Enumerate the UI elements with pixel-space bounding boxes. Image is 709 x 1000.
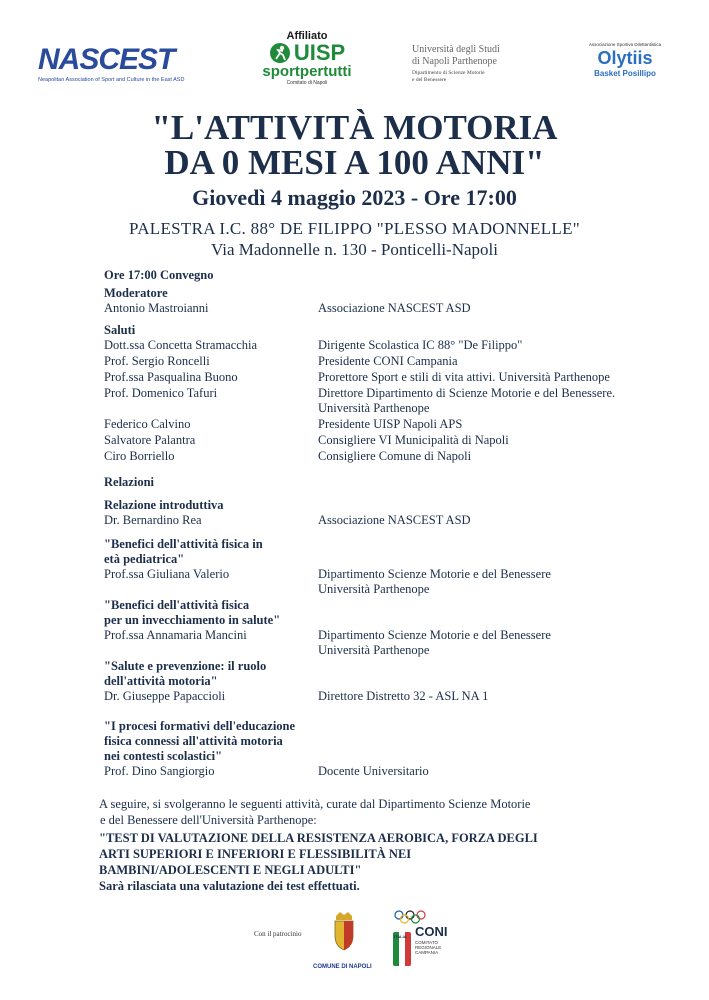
saluti-name: Ciro Borriello (104, 449, 175, 463)
relazione-row (104, 513, 644, 537)
moderatore-row (104, 301, 644, 323)
relazione-affiliation-line2: Università Parthenope (318, 582, 430, 596)
saluti-row (104, 370, 644, 386)
comune-napoli-crest-icon (332, 912, 356, 952)
event-date: Giovedì 4 maggio 2023 - Ore 17:00 (192, 185, 517, 210)
event-title (0, 110, 709, 180)
relazione-speaker: Prof.ssa Giuliana Valerio (104, 567, 230, 581)
saluti-name: Salvatore Palantra (104, 433, 196, 447)
convegno-heading: Ore 17:00 Convegno (104, 268, 214, 282)
saluti-row (104, 338, 644, 354)
university-dept1: Dipartimento di Scienze Motorie (412, 70, 485, 76)
moderatore-role: Associazione NASCEST ASD (318, 301, 471, 315)
university-logo (412, 44, 542, 84)
saluti-name: Federico Calvino (104, 417, 191, 431)
saluti-row (104, 386, 644, 417)
university-line1: Università degli Studi (412, 44, 500, 55)
italia-label: ITALIA (394, 934, 407, 939)
olytiis-name: Olytiis (597, 48, 653, 68)
saluti-row (104, 449, 644, 475)
uisp-slogan: sportpertutti (262, 63, 352, 80)
coni-sub: COMITATO REGIONALE CAMPANIA (415, 940, 442, 955)
logo-row (0, 30, 709, 100)
relazione-row (104, 689, 644, 719)
comune-napoli-label: COMUNE DI NAPOLI (313, 964, 372, 970)
saluti-name: Prof.ssa Pasqualina Buono (104, 370, 238, 384)
saluti-role: Dirigente Scolastica IC 88° "De Filippo" (318, 338, 523, 352)
nascest-logo-name: NASCEST (38, 43, 175, 76)
saluti-role: Direttore Dipartimento di Scienze Motorie e del Benessere. (318, 386, 616, 400)
olytiis-logo (570, 42, 680, 78)
saluti-role: Consigliere VI Municipalità di Napoli (318, 433, 509, 447)
uisp-affiliation: Affiliato (286, 30, 328, 42)
coni-name: CONI (415, 924, 448, 939)
relazione-row (104, 764, 644, 779)
relazione-title: "Benefici dell'attività fisica (104, 598, 250, 612)
relazione-affiliation: Dipartimento Scienze Motorie e del Benessere (318, 567, 551, 581)
event-address: Via Madonnelle n. 130 - Ponticelli-Napoli (211, 240, 498, 259)
evaluation-note: Sarà rilasciata una valutazione dei test effettuati. (99, 879, 360, 893)
event-venue: PALESTRA I.C. 88° DE FILIPPO "PLESSO MADONNELLE" (129, 219, 580, 238)
uisp-runner-icon (269, 42, 291, 64)
relazione-title: "I procesi formativi dell'educazione (104, 719, 296, 733)
saluti-name: Dott.ssa Concetta Stramacchia (104, 338, 258, 352)
nascest-logo-tagline: Neapolitan Association of Sport and Culture in the East ASD (38, 77, 185, 83)
saluti-heading: Saluti (104, 323, 136, 337)
program (104, 268, 644, 779)
saluti-name: Prof. Sergio Roncelli (104, 354, 210, 368)
relazione-affiliation: Docente Universitario (318, 764, 429, 778)
saluti-row (104, 433, 644, 449)
olympic-rings-icon (393, 910, 427, 924)
relazione-title-line2: fisica connessi all'attività motoria (104, 734, 283, 748)
saluti-role-line2: Università Parthenope (318, 401, 430, 415)
uisp-name: UISP (293, 40, 346, 65)
italia-flag-icon (393, 932, 411, 966)
relazione-title-line2: dell'attività motoria" (104, 674, 218, 688)
activities-intro-line2: e del Benessere dell'Università Parthenope: (100, 813, 317, 827)
relazione-affiliation: Direttore Distretto 32 - ASL NA 1 (318, 689, 489, 703)
title-line1: "L'ATTIVITÀ MOTORIA (151, 108, 558, 147)
saluti-role: Presidente CONI Campania (318, 354, 458, 368)
relazione-speaker: Prof. Dino Sangiorgio (104, 764, 215, 778)
saluti-row (104, 417, 644, 433)
uisp-logo (252, 30, 362, 86)
relazione-speaker: Dr. Giuseppe Papaccioli (104, 689, 226, 703)
patronage-label: Con il patrocinio (254, 930, 302, 938)
saluti-role: Presidente UISP Napoli APS (318, 417, 463, 431)
relazione-row (104, 567, 644, 598)
activities-intro: A seguire, si svolgeranno le seguenti attività, curate dal Dipartimento Scienze Motorie (99, 797, 531, 811)
relazione-row (104, 628, 644, 659)
relazione-affiliation: Dipartimento Scienze Motorie e del Benessere (318, 628, 551, 642)
olytiis-top: Associazione Sportiva Dilettantistica (588, 42, 662, 47)
relazione-title: "Salute e prevenzione: il ruolo (104, 659, 267, 673)
activities-section (99, 796, 639, 894)
relazione-title-line2: età pediatrica" (104, 552, 185, 566)
coni-logo (393, 910, 463, 970)
uisp-committee: Comitato di Napoli (286, 80, 328, 86)
moderatore-heading: Moderatore (104, 286, 168, 300)
title-line2: DA 0 MESI A 100 ANNI" (164, 143, 545, 182)
relazione-affiliation: Associazione NASCEST ASD (318, 513, 471, 527)
relazioni-heading: Relazioni (104, 475, 154, 489)
test-title-line2: ARTI SUPERIORI E INFERIORI E FLESSIBILITÀ NEI (99, 847, 412, 861)
test-title-line3: BAMBINI/ADOLESCENTI E NEGLI ADULTI" (99, 863, 362, 877)
relazione-affiliation-line2: Università Parthenope (318, 643, 430, 657)
saluti-name: Prof. Domenico Tafuri (104, 386, 218, 400)
relazione-title: "Benefici dell'attività fisica in (104, 537, 263, 551)
moderatore-name: Antonio Mastroianni (104, 301, 209, 315)
relazione-title-line3: nei contesti scolastici" (104, 749, 223, 763)
relazione-title: Relazione introduttiva (104, 498, 224, 512)
saluti-role: Consigliere Comune di Napoli (318, 449, 472, 463)
relazione-speaker: Prof.ssa Annamaria Mancini (104, 628, 247, 642)
university-line2: di Napoli Parthenope (412, 56, 497, 67)
nascest-logo (38, 44, 218, 83)
university-dept2: e del Benessere (412, 77, 447, 83)
saluti-role: Prorettore Sport e stili di vita attivi. Università Parthenope (318, 370, 610, 384)
relazione-title-line2: per un invecchiamento in salute" (104, 613, 281, 627)
test-title: "TEST DI VALUTAZIONE DELLA RESISTENZA AEROBICA, FORZA DEGLI (99, 831, 538, 845)
relazione-speaker: Dr. Bernardino Rea (104, 513, 202, 527)
olytiis-bottom: Basket Posillipo (594, 69, 656, 78)
saluti-row (104, 354, 644, 370)
